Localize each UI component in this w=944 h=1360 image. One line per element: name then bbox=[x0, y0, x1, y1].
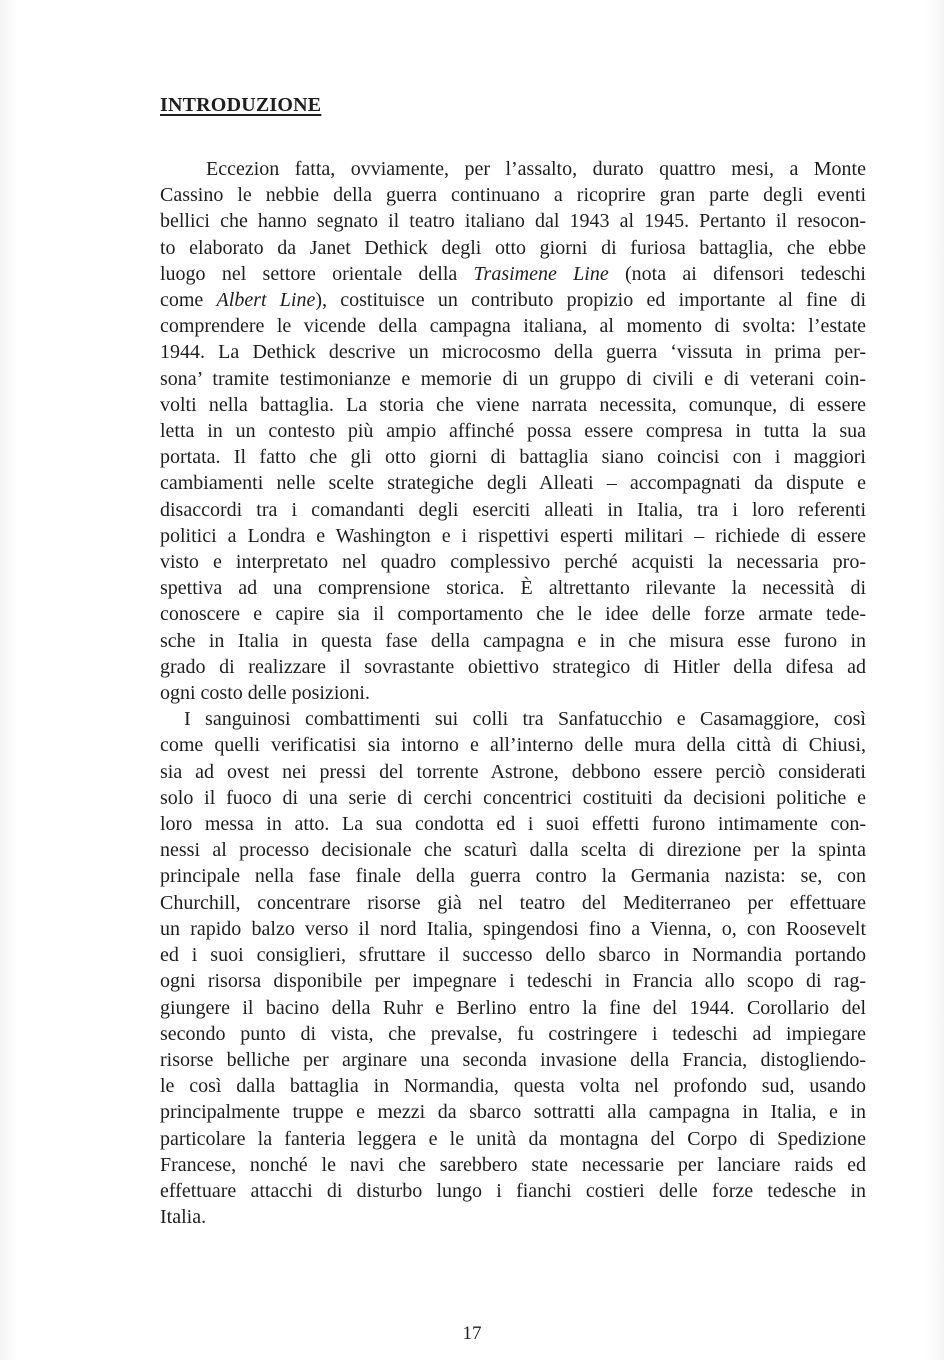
text-segment: bellici che hanno segnato il teatro italiano dal 1943 al 1945. Pertanto il resocon- bbox=[160, 210, 866, 233]
text-segment: ), costituisce un contributo propizio ed importante al fine di bbox=[315, 289, 867, 312]
text-line bbox=[160, 1047, 866, 1073]
text-line bbox=[160, 261, 866, 287]
text-segment: Italia. bbox=[160, 1206, 207, 1229]
text-segment: ogni costo delle posizioni. bbox=[160, 682, 370, 705]
text-segment: principale nella fase finale della guerra contro la Germania nazista: se, con bbox=[160, 865, 866, 888]
text-segment: un rapido balzo verso il nord Italia, spingendosi fino a Vienna, o, con Roosevelt bbox=[160, 917, 866, 940]
italic-title: Trasimene Line bbox=[473, 262, 609, 285]
text-line bbox=[160, 785, 866, 811]
text-segment: secondo punto di vista, che prevalse, fu costringere i tedeschi ad impiegare bbox=[160, 1022, 866, 1045]
text-line bbox=[160, 1178, 866, 1204]
text-line bbox=[160, 916, 866, 942]
text-line bbox=[160, 156, 866, 182]
chapter-heading: INTRODUZIONE bbox=[160, 94, 322, 116]
text-line bbox=[160, 837, 866, 863]
text-line bbox=[160, 1073, 866, 1099]
text-line bbox=[160, 890, 866, 916]
text-line bbox=[160, 339, 866, 365]
text-segment: volti nella battaglia. La storia che viene narrata necessita, comunque, di essere bbox=[160, 393, 866, 416]
text-line bbox=[160, 942, 866, 968]
text-line bbox=[160, 444, 866, 470]
text-segment: Francese, nonché le navi che sarebbero state necessarie per lanciare raids ed bbox=[160, 1153, 866, 1176]
text-segment: Eccezion fatta, ovviamente, per l’assalto, durato quattro mesi, a Monte bbox=[206, 158, 866, 180]
body-text bbox=[160, 156, 866, 1230]
text-line bbox=[160, 470, 866, 496]
text-line bbox=[160, 863, 866, 889]
text-segment: principalmente truppe e mezzi da sbarco sottratti alla campagna in Italia, e in bbox=[160, 1101, 866, 1124]
text-segment: ed i suoi consiglieri, sfruttare il successo dello sbarco in Normandia portando bbox=[160, 944, 866, 967]
text-line bbox=[160, 418, 866, 444]
text-line bbox=[160, 654, 866, 680]
text-segment: le così dalla battaglia in Normandia, questa volta nel profondo sud, usando bbox=[160, 1075, 866, 1098]
text-line bbox=[160, 759, 866, 785]
text-line bbox=[160, 313, 866, 339]
text-line bbox=[160, 1204, 866, 1230]
text-line bbox=[160, 968, 866, 994]
text-line bbox=[160, 366, 866, 392]
paragraph-1 bbox=[160, 156, 866, 706]
text-line bbox=[160, 575, 866, 601]
text-segment: effettuare attacchi di disturbo lungo i fianchi costieri delle forze tedesche in bbox=[160, 1179, 866, 1202]
text-segment: conoscere e capire sia il comportamento che le idee delle forze armate tede- bbox=[160, 603, 866, 626]
text-segment: solo il fuoco di una serie di cerchi concentrici costituiti da decisioni politiche e bbox=[160, 786, 866, 809]
text-line bbox=[160, 995, 866, 1021]
text-line bbox=[160, 811, 866, 837]
text-segment: loro messa in atto. La sua condotta ed i suoi effetti furono intimamente con- bbox=[160, 813, 866, 836]
text-segment: risorse belliche per arginare una seconda invasione della Francia, distogliendo- bbox=[160, 1048, 866, 1071]
text-segment: sona’ tramite testimonianze e memorie di un gruppo di civili e di veterani coin- bbox=[160, 367, 866, 390]
text-segment: sche in Italia in questa fase della campagna e in che misura esse furono in bbox=[160, 629, 866, 652]
text-line bbox=[160, 628, 866, 654]
text-segment: comprendere le vicende della campagna italiana, al momento di svolta: l’estate bbox=[160, 315, 866, 338]
text-line bbox=[160, 601, 866, 627]
text-segment: luogo nel settore orientale della bbox=[160, 262, 474, 285]
text-line bbox=[160, 497, 866, 523]
text-segment: particolare la fanteria leggera e le unità da montagna del Corpo di Spedizione bbox=[160, 1127, 866, 1150]
text-line bbox=[160, 706, 866, 732]
text-segment: disaccordi tra i comandanti degli eserciti alleati in Italia, tra i loro referenti bbox=[160, 498, 866, 521]
text-line bbox=[160, 549, 866, 575]
text-line bbox=[160, 392, 866, 418]
text-line bbox=[160, 1021, 866, 1047]
text-segment: giungere il bacino della Ruhr e Berlino entro la fine del 1944. Corollario del bbox=[160, 996, 866, 1019]
text-segment: 1944. La Dethick descrive un microcosmo della guerra ‘vissuta in prima per- bbox=[160, 341, 866, 364]
text-line bbox=[160, 1126, 866, 1152]
text-line bbox=[160, 287, 866, 313]
text-line bbox=[160, 182, 866, 208]
text-line bbox=[160, 732, 866, 758]
text-segment: visto e interpretato nel quadro complessivo perché acquisti la necessaria pro- bbox=[160, 551, 866, 574]
text-line bbox=[160, 208, 866, 234]
text-segment: sia ad ovest nei pressi del torrente Astrone, debbono essere perciò considerati bbox=[160, 760, 866, 783]
text-line bbox=[160, 680, 866, 706]
text-line bbox=[160, 235, 866, 261]
page-number: 17 bbox=[462, 1323, 482, 1344]
text-segment: portata. Il fatto che gli otto giorni di battaglia siano coincisi con i maggiori bbox=[160, 446, 866, 469]
text-segment: Cassino le nebbie della guerra continuano a ricoprire gran parte degli eventi bbox=[160, 184, 866, 207]
text-segment: to elaborato da Janet Dethick degli otto giorni di furiosa battaglia, che ebbe bbox=[160, 236, 866, 259]
text-segment: grado di realizzare il sovrastante obiettivo strategico di Hitler della difesa ad bbox=[160, 655, 866, 678]
text-segment: (nota ai difensori tedeschi bbox=[608, 262, 866, 285]
text-segment: ogni risorsa disponibile per impegnare i tedeschi in Francia allo scopo di rag- bbox=[160, 970, 866, 993]
text-segment: cambiamenti nelle scelte strategiche degli Alleati – accompagnati da dispute e bbox=[160, 472, 866, 495]
text-segment: Churchill, concentrare risorse già nel teatro del Mediterraneo per effettuare bbox=[160, 891, 866, 914]
text-segment: letta in un contesto più ampio affinché possa essere compresa in tutta la sua bbox=[160, 420, 866, 443]
text-segment: I sanguinosi combattimenti sui colli tra Sanfatucchio e Casamaggiore, così bbox=[184, 708, 866, 731]
text-segment: come bbox=[160, 289, 217, 312]
text-line bbox=[160, 1099, 866, 1125]
italic-title: Albert Line bbox=[216, 289, 316, 312]
text-segment: nessi al processo decisionale che scaturì dalla scelta di direzione per la spinta bbox=[160, 839, 866, 862]
text-line bbox=[160, 1152, 866, 1178]
text-segment: come quelli verificatisi sia intorno e all’interno delle mura della città di Chiusi, bbox=[160, 734, 866, 757]
text-segment: spettiva ad una comprensione storica. È altrettanto rilevante la necessità di bbox=[160, 577, 866, 600]
paragraph-2 bbox=[160, 706, 866, 1230]
text-segment: politici a Londra e Washington e i rispettivi esperti militari – richiede di essere bbox=[160, 524, 866, 547]
text-line bbox=[160, 523, 866, 549]
